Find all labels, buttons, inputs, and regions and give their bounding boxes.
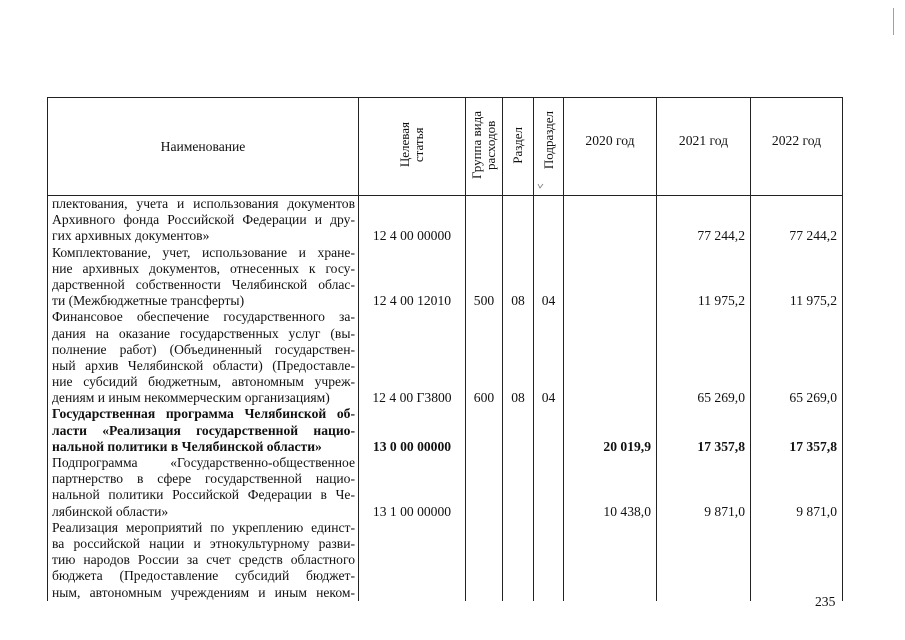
name-line: ние архивных документов, отнесенных к госу- [52, 260, 355, 276]
amount-2022-cell [751, 520, 843, 601]
name-line: лябинской области» [52, 503, 169, 519]
amount-2021-cell: 77 244,2 [657, 196, 751, 245]
amount-2020-cell: 20 019,9 [564, 406, 657, 455]
table-body [48, 196, 843, 601]
amount-2020-cell [564, 245, 657, 310]
header-section [503, 98, 534, 196]
name-line: дания на оказание государственных услуг (вы- [52, 325, 355, 341]
expense-group-cell: 500 [466, 245, 503, 310]
header-section-label [511, 127, 525, 164]
expense-group-cell [466, 406, 503, 455]
name-line: ние субсидий бюджетным, автономным учреж- [52, 374, 355, 390]
amount-2020-cell [564, 196, 657, 245]
section-cell [503, 196, 534, 245]
name-cell [48, 196, 359, 245]
amount-2020-cell: 10 438,0 [564, 455, 657, 520]
name-line: полнение работ) (Объединенный государствен- [52, 341, 355, 357]
target-article-cell: 12 4 00 00000 [359, 196, 466, 245]
page-number: 235 [815, 594, 836, 609]
target-article-cell: 12 4 00 12010 [359, 245, 466, 310]
section-cell [503, 520, 534, 601]
name-line: Подпрограмма «Государственно-общественное [52, 455, 355, 470]
name-line: ва российской нации и этнокультурному разви- [52, 535, 355, 551]
header-year-2022-label: 2022 год [771, 133, 822, 148]
name-cell [48, 245, 359, 310]
amount-2022-cell: 65 269,0 [751, 309, 843, 406]
name-line: нальной политики Российской Федерации в Че- [52, 487, 355, 503]
header-subsection-label [542, 111, 556, 169]
name-line: Государственная программа Челябинской об- [52, 406, 355, 422]
amount-2022-cell: 11 975,2 [751, 245, 843, 310]
header-name [48, 98, 359, 196]
name-line: партнерство в сфере государственной нацио- [52, 471, 355, 487]
amount-2021-cell: 9 871,0 [657, 455, 751, 520]
subsection-cell [534, 455, 564, 520]
name-line: плектования, учета и использования документов [52, 196, 355, 211]
name-cell [48, 406, 359, 455]
table-row [48, 520, 843, 601]
table-row [48, 309, 843, 406]
name-line: дарственной собственности Челябинской облас- [52, 276, 355, 292]
header-expense-group-label [470, 111, 498, 179]
name-line: Реализация мероприятий по укреплению единст- [52, 519, 355, 535]
header-name-label: Наименование [160, 139, 246, 154]
target-article-cell: 13 1 00 00000 [359, 455, 466, 520]
expense-group-cell [466, 196, 503, 245]
target-article-cell [359, 520, 466, 601]
name-line: тию народов России за счет средств областного [52, 552, 355, 568]
name-line: гих архивных документов» [52, 228, 210, 244]
budget-table [47, 97, 843, 601]
header-target-article-line: Целевая [397, 122, 412, 168]
header-year-2022 [751, 98, 843, 196]
header-section-text: Раздел [510, 126, 525, 164]
table-row [48, 406, 843, 455]
name-line: нальной политики в Челябинской области» [52, 438, 322, 454]
expense-group-cell [466, 455, 503, 520]
name-line: Архивного фонда Российской Федерации и дру- [52, 212, 355, 228]
amount-2022-cell: 9 871,0 [751, 455, 843, 520]
table-row [48, 245, 843, 310]
target-article-cell: 13 0 00 00000 [359, 406, 466, 455]
amount-2020-cell [564, 520, 657, 601]
amount-2022-cell: 17 357,8 [751, 406, 843, 455]
subsection-cell [534, 406, 564, 455]
name-line: дениям и иным некоммерческим организациям) [52, 390, 330, 406]
amount-2021-cell: 65 269,0 [657, 309, 751, 406]
table-row [48, 196, 843, 245]
subsection-cell: 04 [534, 245, 564, 310]
amount-2021-cell: 17 357,8 [657, 406, 751, 455]
section-cell: 08 [503, 309, 534, 406]
header-year-2021 [657, 98, 751, 196]
name-cell [48, 520, 359, 601]
header-expense-group [466, 98, 503, 196]
subsection-cell: 04 [534, 309, 564, 406]
section-cell [503, 455, 534, 520]
header-expense-group-line: Группа вида [469, 111, 484, 179]
header-target-article-line: статья [411, 127, 426, 163]
table-header-row [48, 98, 843, 196]
name-line: ласти «Реализация государственной нацио- [52, 422, 355, 438]
name-line: бюджета (Предоставление субсидий бюджет- [52, 568, 355, 584]
header-target-article-label [398, 122, 426, 167]
name-line: ный архив Челябинской области) (Предоставле- [52, 357, 355, 373]
scan-edge-mark [893, 8, 894, 35]
name-line: ти (Межбюджетные трансферты) [52, 293, 245, 309]
amount-2021-cell [657, 520, 751, 601]
name-line: Финансовое обеспечение государственного за- [52, 309, 355, 325]
name-line: Комплектование, учет, использование и хране- [52, 244, 355, 260]
expense-group-cell [466, 520, 503, 601]
header-expense-group-line: расходов [483, 120, 498, 170]
expense-group-cell: 600 [466, 309, 503, 406]
header-year-2021-label: 2021 год [678, 133, 729, 148]
header-target-article [359, 98, 466, 196]
name-cell [48, 309, 359, 406]
section-cell: 08 [503, 245, 534, 310]
name-cell [48, 455, 359, 520]
subsection-cell [534, 196, 564, 245]
header-year-2020-label: 2020 год [585, 133, 635, 148]
name-line: ным, автономным учреждениям и иным неком- [52, 584, 355, 600]
subsection-cell [534, 520, 564, 601]
header-subsection-text: Подраздел [540, 110, 556, 170]
header-subsection [534, 98, 564, 196]
target-article-cell: 12 4 00 Г3800 [359, 309, 466, 406]
header-year-2020 [564, 98, 657, 196]
section-cell [503, 406, 534, 455]
amount-2022-cell: 77 244,2 [751, 196, 843, 245]
amount-2020-cell [564, 309, 657, 406]
table-row [48, 455, 843, 520]
amount-2021-cell: 11 975,2 [657, 245, 751, 310]
